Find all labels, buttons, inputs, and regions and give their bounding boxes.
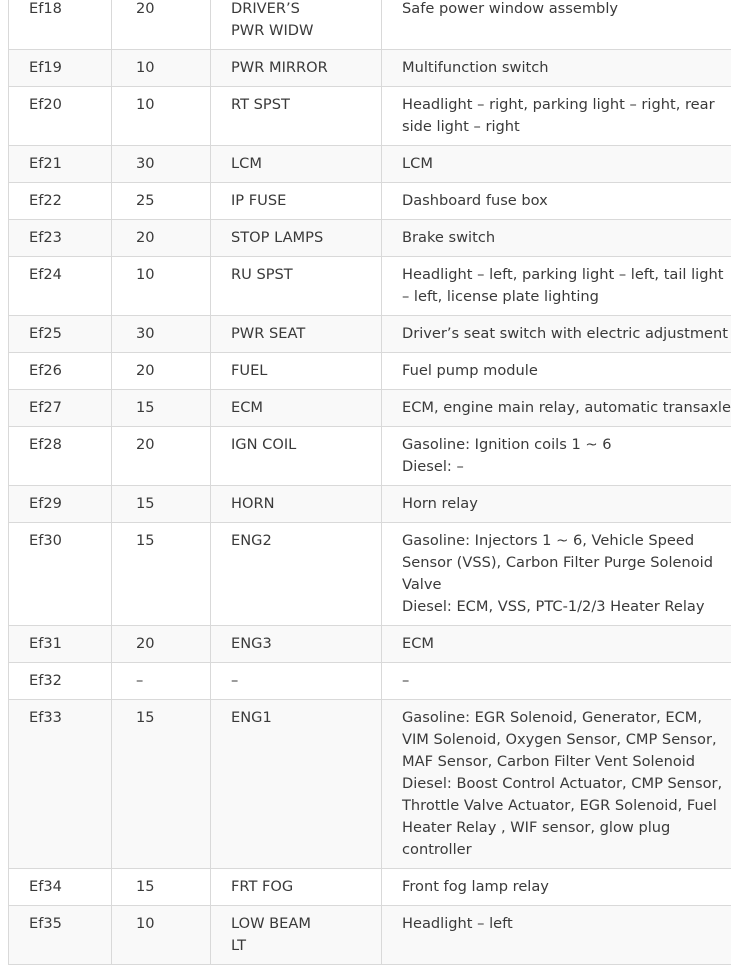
table-row <box>9 220 731 257</box>
fuse-name-cell: – <box>211 663 382 700</box>
fuse-id-cell: Ef29 <box>9 486 112 523</box>
table-row <box>9 316 731 353</box>
table-row <box>9 390 731 427</box>
amperage-cell: 20 <box>112 353 211 390</box>
fuse-id-cell: Ef34 <box>9 869 112 906</box>
amperage-cell: 10 <box>112 87 211 146</box>
fuse-id-cell: Ef18 <box>9 0 112 50</box>
fuse-id-cell: Ef27 <box>9 390 112 427</box>
table-row <box>9 906 731 965</box>
description-cell: Gasoline: Injectors 1 ~ 6, Vehicle Speed Sensor (VSS), Carbon Filter Purge Solenoid Valve Diesel: ECM, VSS, PTC-1/2/3 Heater Relay <box>382 523 731 626</box>
description-cell: Headlight – left, parking light – left, tail light – left, license plate lighting <box>382 257 731 316</box>
fuse-id-cell: Ef30 <box>9 523 112 626</box>
fuse-id-cell: Ef20 <box>9 87 112 146</box>
fuse-name-cell: PWR SEAT <box>211 316 382 353</box>
table-row <box>9 146 731 183</box>
fuse-id-cell: Ef23 <box>9 220 112 257</box>
description-cell: ECM <box>382 626 731 663</box>
fuse-id-cell: Ef22 <box>9 183 112 220</box>
table-row <box>9 50 731 87</box>
table-row <box>9 486 731 523</box>
description-cell: Dashboard fuse box <box>382 183 731 220</box>
description-cell: LCM <box>382 146 731 183</box>
table-row <box>9 523 731 626</box>
amperage-cell: 25 <box>112 183 211 220</box>
description-cell: Safe power window assembly <box>382 0 731 50</box>
description-cell: Gasoline: EGR Solenoid, Generator, ECM, VIM Solenoid, Oxygen Sensor, CMP Sensor, MAF Sensor, Carbon Filter Vent Solenoid Diesel: Boost Control Actuator, CMP Sensor, Throttle Valve Actuator, EGR Solenoid, Fuel Heater Relay , WIF sensor, glow plug controller <box>382 700 731 869</box>
fuse-id-cell: Ef33 <box>9 700 112 869</box>
fuse-name-cell: IP FUSE <box>211 183 382 220</box>
table-row <box>9 700 731 869</box>
fuse-name-cell: PWR MIRROR <box>211 50 382 87</box>
fuse-name-cell: ENG3 <box>211 626 382 663</box>
fuse-name-cell: ECM <box>211 390 382 427</box>
table-row <box>9 869 731 906</box>
description-cell: Multifunction switch <box>382 50 731 87</box>
description-cell: Headlight – right, parking light – right, rear side light – right <box>382 87 731 146</box>
fuse-name-cell: STOP LAMPS <box>211 220 382 257</box>
description-cell: Horn relay <box>382 486 731 523</box>
fuse-name-cell: RT SPST <box>211 87 382 146</box>
amperage-cell: – <box>112 663 211 700</box>
fuse-id-cell: Ef24 <box>9 257 112 316</box>
table-row <box>9 353 731 390</box>
fuse-table-body <box>9 0 731 965</box>
amperage-cell: 15 <box>112 523 211 626</box>
fuse-id-cell: Ef25 <box>9 316 112 353</box>
amperage-cell: 20 <box>112 0 211 50</box>
amperage-cell: 10 <box>112 257 211 316</box>
description-cell: Gasoline: Ignition coils 1 ~ 6 Diesel: – <box>382 427 731 486</box>
amperage-cell: 10 <box>112 906 211 965</box>
table-row <box>9 626 731 663</box>
description-cell: Front fog lamp relay <box>382 869 731 906</box>
fuse-name-cell: FRT FOG <box>211 869 382 906</box>
amperage-cell: 15 <box>112 390 211 427</box>
fuse-table <box>8 0 731 965</box>
fuse-name-cell: LCM <box>211 146 382 183</box>
table-row <box>9 183 731 220</box>
fuse-id-cell: Ef21 <box>9 146 112 183</box>
fuse-name-cell: ENG1 <box>211 700 382 869</box>
amperage-cell: 30 <box>112 316 211 353</box>
description-cell: Headlight – left <box>382 906 731 965</box>
fuse-name-cell: LOW BEAM LT <box>211 906 382 965</box>
table-row <box>9 427 731 486</box>
table-row <box>9 0 731 50</box>
fuse-id-cell: Ef28 <box>9 427 112 486</box>
amperage-cell: 10 <box>112 50 211 87</box>
fuse-name-cell: FUEL <box>211 353 382 390</box>
description-cell: – <box>382 663 731 700</box>
fuse-name-cell: ENG2 <box>211 523 382 626</box>
description-cell: Fuel pump module <box>382 353 731 390</box>
fuse-name-cell: DRIVER’S PWR WIDW <box>211 0 382 50</box>
table-row <box>9 87 731 146</box>
fuse-name-cell: RU SPST <box>211 257 382 316</box>
fuse-id-cell: Ef19 <box>9 50 112 87</box>
fuse-id-cell: Ef26 <box>9 353 112 390</box>
description-cell: Driver’s seat switch with electric adjustment <box>382 316 731 353</box>
description-cell: Brake switch <box>382 220 731 257</box>
fuse-id-cell: Ef31 <box>9 626 112 663</box>
amperage-cell: 20 <box>112 427 211 486</box>
table-row <box>9 257 731 316</box>
amperage-cell: 20 <box>112 220 211 257</box>
amperage-cell: 20 <box>112 626 211 663</box>
amperage-cell: 15 <box>112 869 211 906</box>
table-row <box>9 663 731 700</box>
description-cell: ECM, engine main relay, automatic transaxle <box>382 390 731 427</box>
amperage-cell: 15 <box>112 486 211 523</box>
amperage-cell: 15 <box>112 700 211 869</box>
fuse-id-cell: Ef32 <box>9 663 112 700</box>
amperage-cell: 30 <box>112 146 211 183</box>
fuse-id-cell: Ef35 <box>9 906 112 965</box>
fuse-name-cell: HORN <box>211 486 382 523</box>
fuse-name-cell: IGN COIL <box>211 427 382 486</box>
